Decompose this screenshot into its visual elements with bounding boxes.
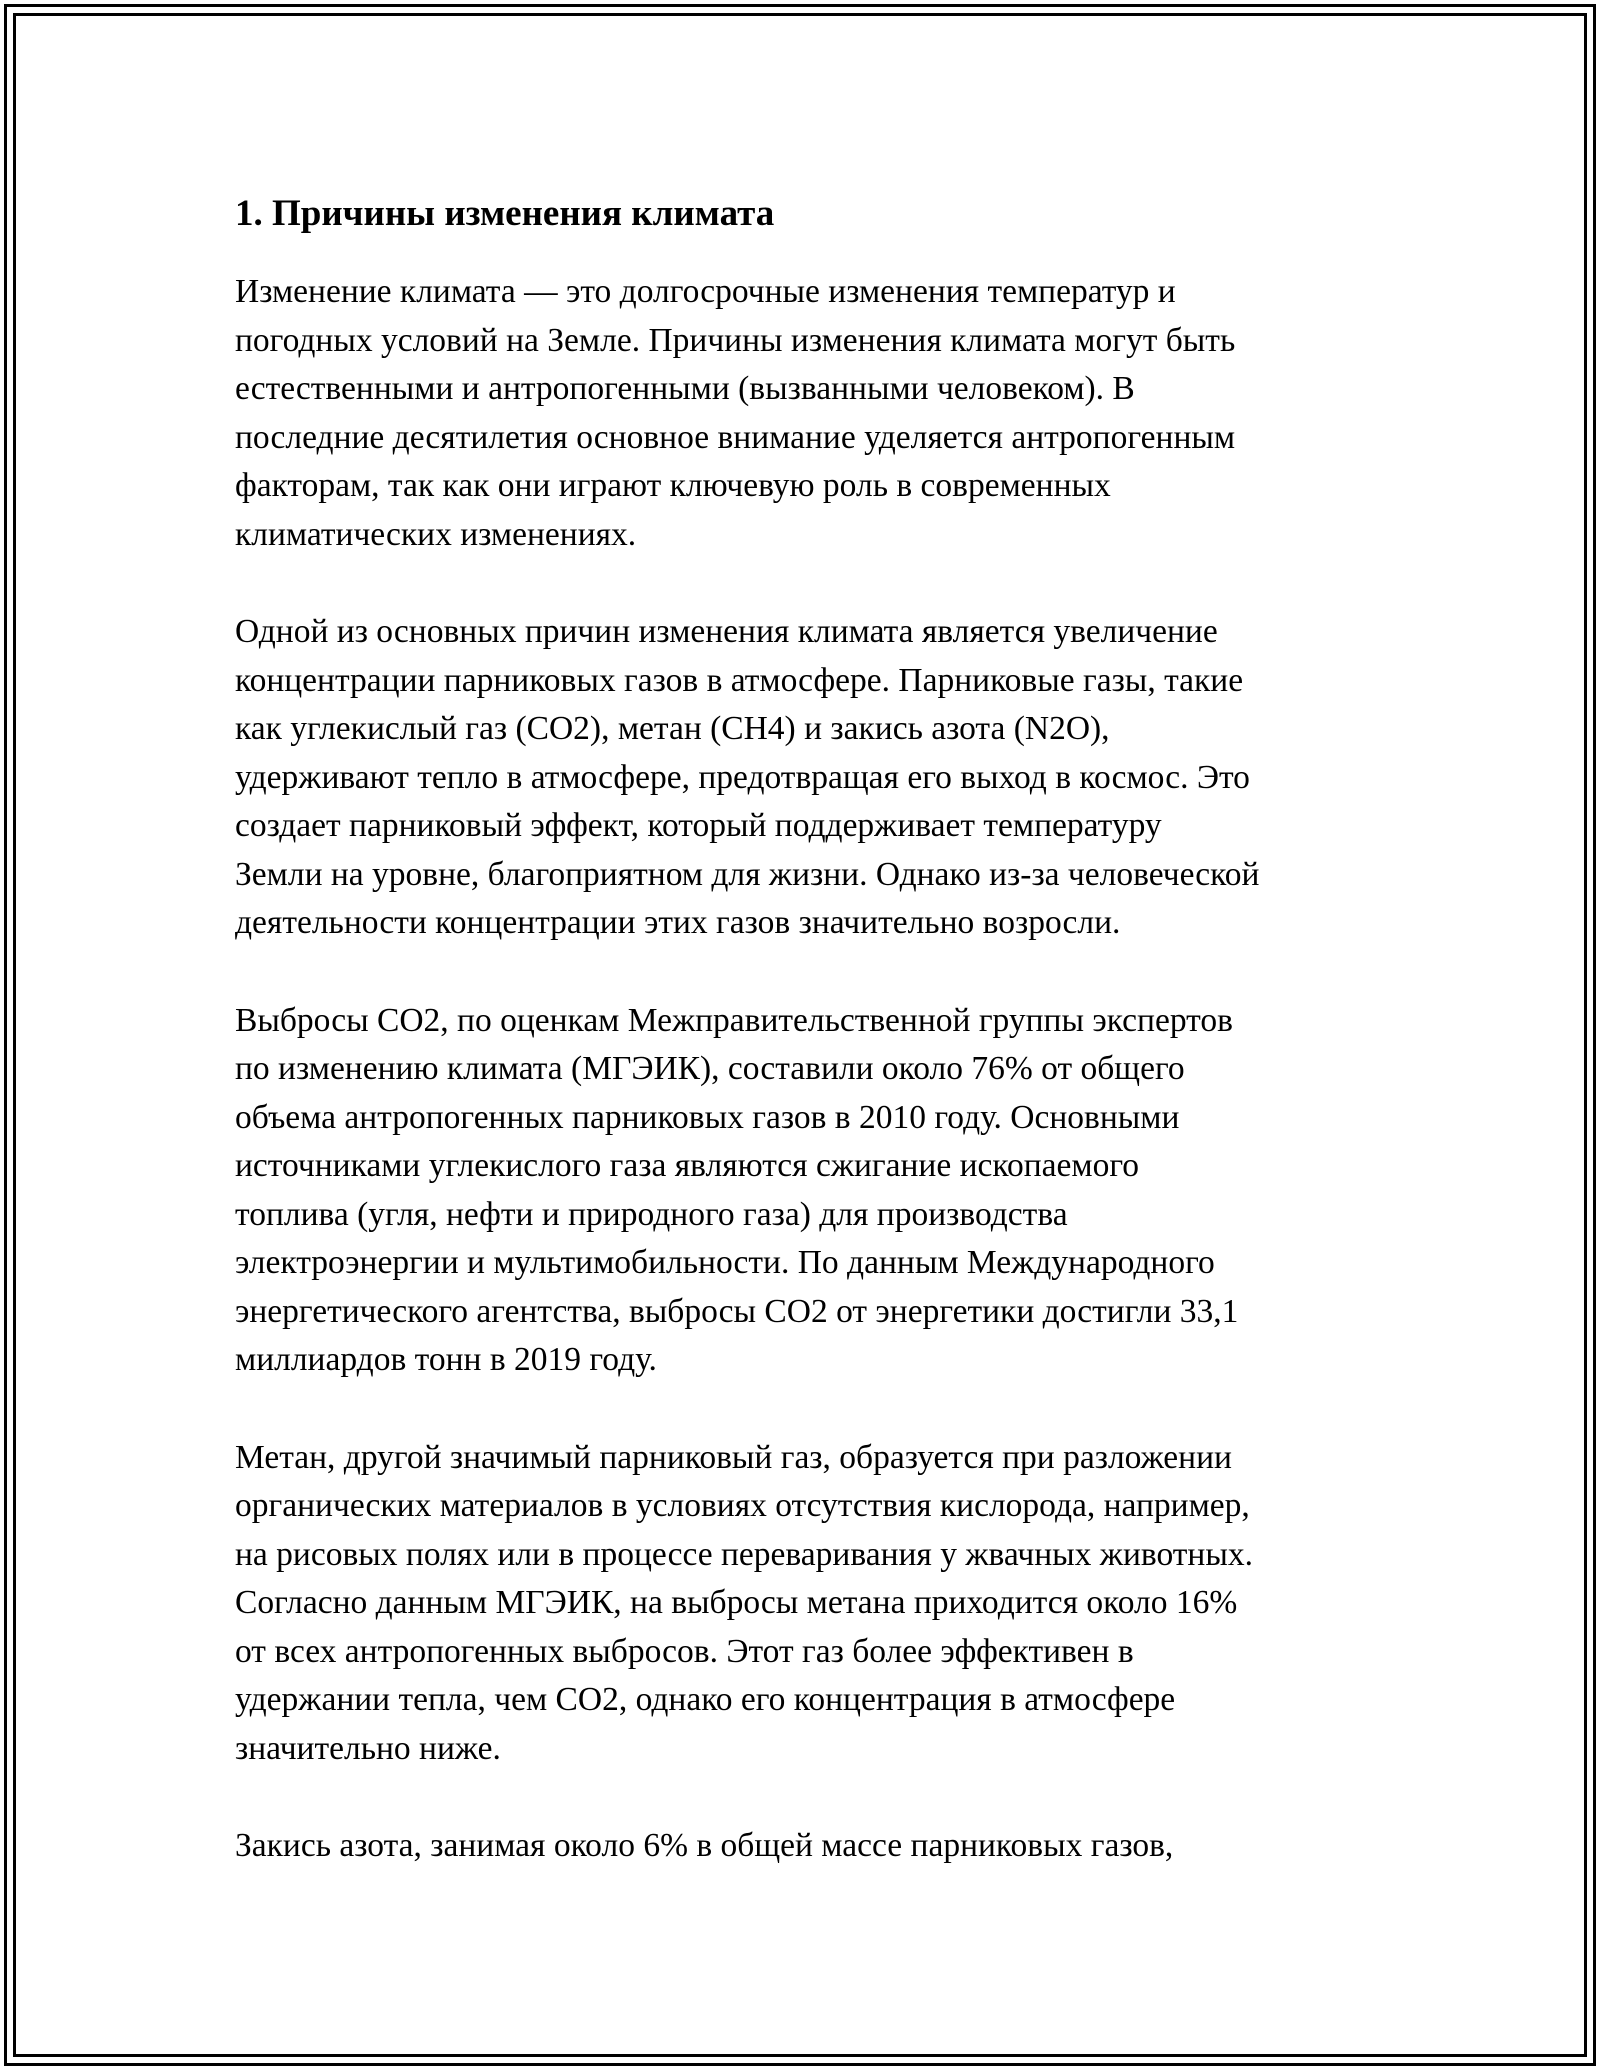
paragraph-methane — [235, 1434, 1375, 1774]
text-line: удерживают тепло в атмосфере, предотвращая его выход в космос. Это — [235, 758, 1250, 796]
text-line: значительно ниже. — [235, 1729, 501, 1767]
text-line: топлива (угля, нефти и природного газа) для производства — [235, 1195, 1068, 1233]
text-line: деятельности концентрации этих газов значительно возросли. — [235, 904, 1121, 941]
section-heading: 1. Причины изменения климата — [235, 193, 775, 234]
text-line: последние десятилетия основное внимание уделяется антропогенным — [235, 418, 1236, 456]
text-line: источниками углекислого газа являются сжигание ископаемого — [235, 1147, 1139, 1184]
text-line: как углекислый газ (CO2), метан (CH4) и закись азота (N2O), — [235, 710, 1110, 747]
text-line: на рисовых полях или в процессе переваривания у жвачных животных. — [235, 1535, 1253, 1573]
document-body — [235, 186, 1375, 1871]
text-line: Метан, другой значимый парниковый газ, образуется при разложении — [235, 1438, 1232, 1476]
text-line: естественными и антропогенными (вызванными человеком). В — [235, 370, 1135, 407]
paragraph-co2-emissions — [235, 997, 1375, 1385]
text-line: Земли на уровне, благоприятном для жизни. Однако из-за человеческой — [235, 855, 1260, 893]
text-line: Выбросы CO2, по оценкам Межправительственной группы экспертов — [235, 1001, 1233, 1039]
text-line: по изменению климата (МГЭИК), составили около 76% от общего — [235, 1050, 1185, 1087]
text-line: создает парниковый эффект, который поддерживает температуру — [235, 807, 1162, 844]
text-line: Согласно данным МГЭИК, на выбросы метана приходится около 16% — [235, 1584, 1238, 1621]
text-line: погодных условий на Земле. Причины изменения климата могут быть — [235, 321, 1236, 359]
text-line: от всех антропогенных выбросов. Этот газ более эффективен в — [235, 1632, 1134, 1670]
text-line: электроэнергии и мультимобильности. По данным Международного — [235, 1244, 1215, 1281]
text-line: Закись азота, занимая около 6% в общей массе парниковых газов, — [235, 1827, 1174, 1864]
paragraph-climate-change-definition — [235, 268, 1375, 559]
paragraph-greenhouse-gases — [235, 608, 1375, 948]
text-line: Одной из основных причин изменения климата является увеличение — [235, 613, 1218, 650]
text-line: климатических изменениях. — [235, 515, 637, 553]
text-line: концентрации парниковых газов в атмосфере. Парниковые газы, такие — [235, 661, 1244, 699]
text-line: факторам, так как они играют ключевую роль в современных — [235, 467, 1111, 504]
text-line: энергетического агентства, выбросы CO2 от энергетики достигли 33,1 — [235, 1292, 1239, 1330]
text-line: миллиардов тонн в 2019 году. — [235, 1341, 657, 1378]
text-line: объема антропогенных парниковых газов в 2010 году. Основными — [235, 1098, 1180, 1136]
text-line: Изменение климата — это долгосрочные изменения температур и — [235, 273, 1176, 310]
paragraph-nitrous-oxide — [235, 1822, 1375, 1871]
text-line: органических материалов в условиях отсутствия кислорода, например, — [235, 1487, 1250, 1524]
text-line: удержании тепла, чем CO2, однако его концентрация в атмосфере — [235, 1681, 1176, 1718]
